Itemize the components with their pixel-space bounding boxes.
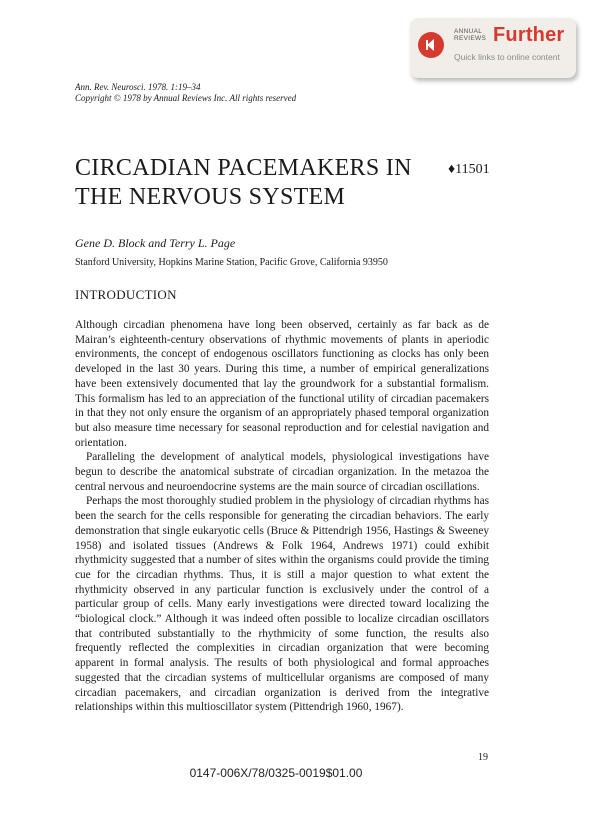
article-title-line-2: THE NERVOUS SYSTEM <box>75 184 346 210</box>
banner-reviews-label: REVIEWS <box>454 35 487 42</box>
banner-annual-reviews <box>454 28 486 42</box>
paragraph: Perhaps the most thoroughly studied problem in the physiology of circadian rhythms has been the search for the cells responsible for generating the circadian behaviors. The early demonstration that single eukaryotic cells (Bruce & Pittendrigh 1956, Hastings & Sweeney 1958) and isolated tissues (Andrews & Folk 1964, Andrews 1971) could exhibit rhythmicity suggested that a number of sites within the organisms could provide the timing cue for the circadian rhythms. Thus, it is still a major question to what extent the rhythmicity observed in any particular function is exclusively under the control of a particular group of cells. Many early investigations were directed toward localizing the “biological clock.” Although it was indeed often possible to localize circadian oscillators that contributed substantially to the rhythmicity of some function, the results also frequently reflected the complexities in circadian organization that were becoming apparent in formal analysis. The results of both physiological and formal approaches suggested that the circadian systems of multicellular organisms are composed of many circadian pacemakers, and circadian organization is derived from the integrative relationships within this multioscillator system (Pittendrigh 1960, 1967). <box>75 495 489 714</box>
journal-reference <box>75 82 296 104</box>
body-text <box>75 318 489 715</box>
page-number: 19 <box>478 752 488 763</box>
article-title <box>75 154 455 212</box>
authors: Gene D. Block and Terry L. Page <box>75 236 236 250</box>
banner-annual-label: ANNUAL <box>454 28 483 35</box>
banner-subtitle: Quick links to online content <box>454 52 560 62</box>
footer-code-line <box>0 766 596 780</box>
copyright-line: Copyright © 1978 by Annual Reviews Inc. All rights reserved <box>75 93 297 103</box>
banner-further-label: Further <box>493 24 565 46</box>
article-title-line-1: CIRCADIAN PACEMAKERS IN <box>75 155 412 181</box>
article-code: ♦11501 <box>448 162 490 177</box>
paragraph: Paralleling the development of analytical models, physiological investigations have begun to describe the anatomical substrate of circadian organization. In the metazoa the central nervous and neuroendocrine systems are the main source of circadian oscillations. <box>75 451 489 493</box>
further-banner[interactable] <box>410 18 576 78</box>
affiliation: Stanford University, Hopkins Marine Station, Pacific Grove, California 93950 <box>75 257 388 268</box>
section-heading-introduction: INTRODUCTION <box>75 287 177 302</box>
play-back-icon <box>418 32 444 58</box>
paragraph: Although circadian phenomena have long been observed, certainly as far back as de Mairan’s eighteenth-century observations of rhythmic movements of plants in aperiodic environments, the concept of endogenous oscillators functioning as clocks has only been developed in the last 30 years. During this time, a number of empirical generalizations have been extensively documented that lay the groundwork for a substantial formalism. This formalism has led to an appreciation of the functional utility of circadian pacemakers in that they not only ensure the organism of an appropriately phased temporal organization but also measure time necessary for seasonal reproduction and for celestial navigation and orientation. <box>75 319 489 449</box>
footer-code: 0147-006X/78/0325-0019$01.00 <box>189 766 363 780</box>
journal-citation: Ann. Rev. Neurosci. 1978. 1:19–34 <box>75 82 201 92</box>
